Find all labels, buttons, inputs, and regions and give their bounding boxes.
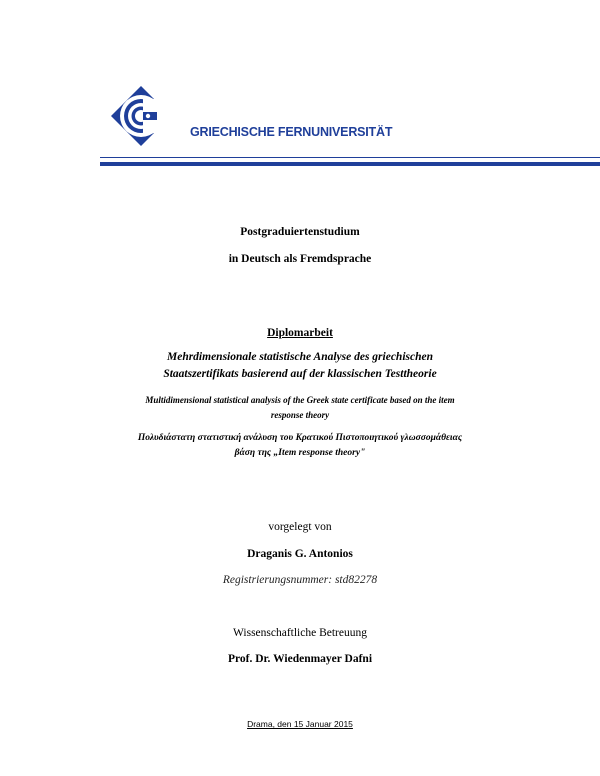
thesis-title-de-line1: Mehrdimensionale statistische Analyse des griechischen (166, 351, 433, 363)
registration-number: Registrierungsnummer: std82278 (222, 574, 378, 586)
thesis-title-en-line1: Multidimensional statistical analysis of the Greek state certificate based on the item (145, 395, 455, 405)
university-logo-icon (110, 85, 172, 147)
thesis-title-en-line2: response theory (270, 410, 330, 420)
thesis-title-gr-line1: Πολυδιάστατη στατιστική ανάλυση του Κρατικού Πιστοποιητικού γλωσσομάθειας (137, 433, 463, 443)
supervision-label: Wissenschaftliche Betreuung (233, 627, 367, 639)
header-rule-thin (100, 157, 600, 158)
program-title-line2: in Deutsch als Fremdsprache (228, 253, 372, 265)
author-name: Draganis G. Antonios (247, 548, 353, 560)
program-title-line1: Postgraduiertenstudium (240, 226, 360, 238)
university-name: GRIECHISCHE FERNUNIVERSITÄT (190, 125, 393, 139)
header-rule-thick (100, 162, 600, 166)
thesis-label: Diplomarbeit (267, 327, 333, 339)
thesis-title-gr-line2: βάση της „Item response theory" (234, 448, 366, 458)
place-date: Drama, den 15 Januar 2015 (247, 719, 353, 729)
presented-by-label: vorgelegt von (268, 521, 332, 533)
thesis-title-de-line2: Staatszertifikats basierend auf der klassischen Testtheorie (163, 368, 437, 380)
supervisor-name: Prof. Dr. Wiedenmayer Dafni (227, 653, 373, 665)
